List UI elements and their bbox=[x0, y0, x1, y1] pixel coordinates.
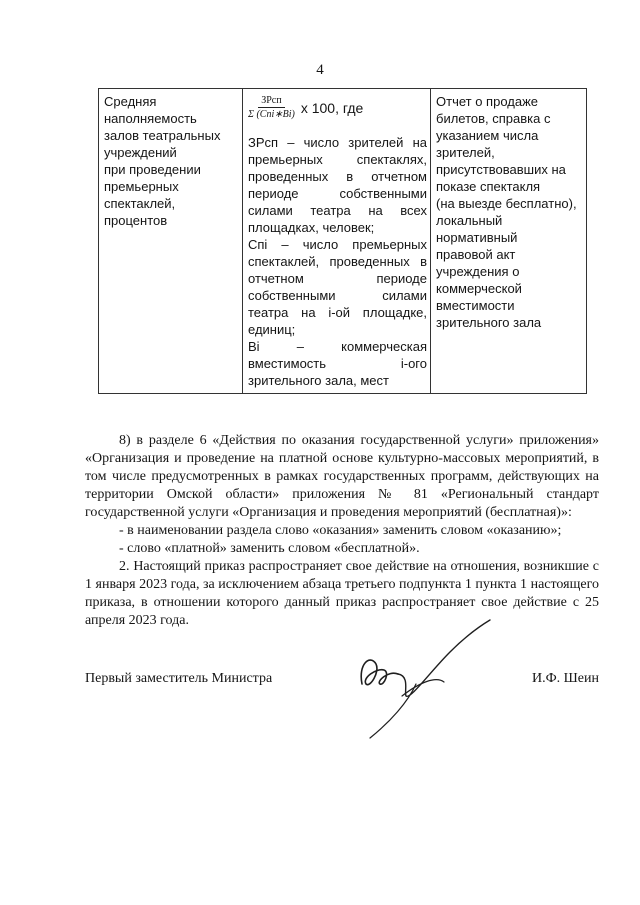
handwritten-signature bbox=[340, 612, 500, 742]
formula-denominator: Σ (Спi∗Вi) bbox=[248, 109, 295, 120]
formula-multiplier: х 100, где bbox=[300, 99, 364, 116]
paragraph-2: 2. Настоящий приказ распространяет свое действие на отношения, возникшие с 1 января 2023 года, за исключением абзаца третьего подпункта 1 пункта 1 настоящего приказа, в отношении которого данный приказ распространяет свое действие с 25 апреля 2023 года. bbox=[85, 559, 599, 628]
definition-vi: Вi – коммерческая вместимость i-ого зрительного зала, мест bbox=[248, 339, 427, 388]
formula-cell bbox=[243, 89, 431, 394]
document-body bbox=[85, 432, 599, 630]
formula-numerator: ЗРсп bbox=[258, 95, 284, 108]
definition-zrsp: ЗРсп – число зрителей на премьерных спектаклях, проведенных в отчетном периоде собственными силами театра на всех площадках, человек; bbox=[248, 135, 427, 235]
data-source: Отчет о продаже билетов, справка с указанием числа зрителей, присутствовавших на показе спектакля (на выезде бесплатно), локальный нормативный правовой акт учреждения о коммерческой вместимости зрительного зала bbox=[436, 94, 577, 330]
indicator-name-cell bbox=[99, 89, 243, 394]
table-row bbox=[99, 89, 587, 394]
bullet-item: - в наименовании раздела слово «оказания» заменить словом «оказанию»; bbox=[119, 523, 562, 538]
signer-title: Первый заместитель Министра bbox=[85, 671, 273, 686]
formula bbox=[248, 95, 427, 120]
source-cell bbox=[431, 89, 587, 394]
paragraph-8: 8) в разделе 6 «Действия по оказания государственной услуги» приложения» «Организация и проведение на платной основе культурно-массовых мероприятий, в том числе предусмотренных в рамках государственных программ, действующих на территории Омской области» приложения № 81 «Региональный стандарт государственной услуги «Организация и проведения мероприятий (бесплатная)»: bbox=[85, 433, 599, 520]
page-number: 4 bbox=[316, 62, 324, 78]
signer-name: И.Ф. Шеин bbox=[532, 671, 599, 686]
definition-spi: Спi – число премьерных спектаклей, проведенных в отчетном периоде собственными силами театра на i-ой площадке, единиц; bbox=[248, 237, 427, 337]
indicator-name: Средняя наполняемость залов театральных учреждений при проведении премьерных спектаклей, процентов bbox=[104, 94, 221, 228]
indicator-table bbox=[98, 88, 587, 394]
bullet-item: - слово «платной» заменить словом «бесплатной». bbox=[119, 541, 420, 556]
formula-fraction bbox=[248, 95, 295, 120]
